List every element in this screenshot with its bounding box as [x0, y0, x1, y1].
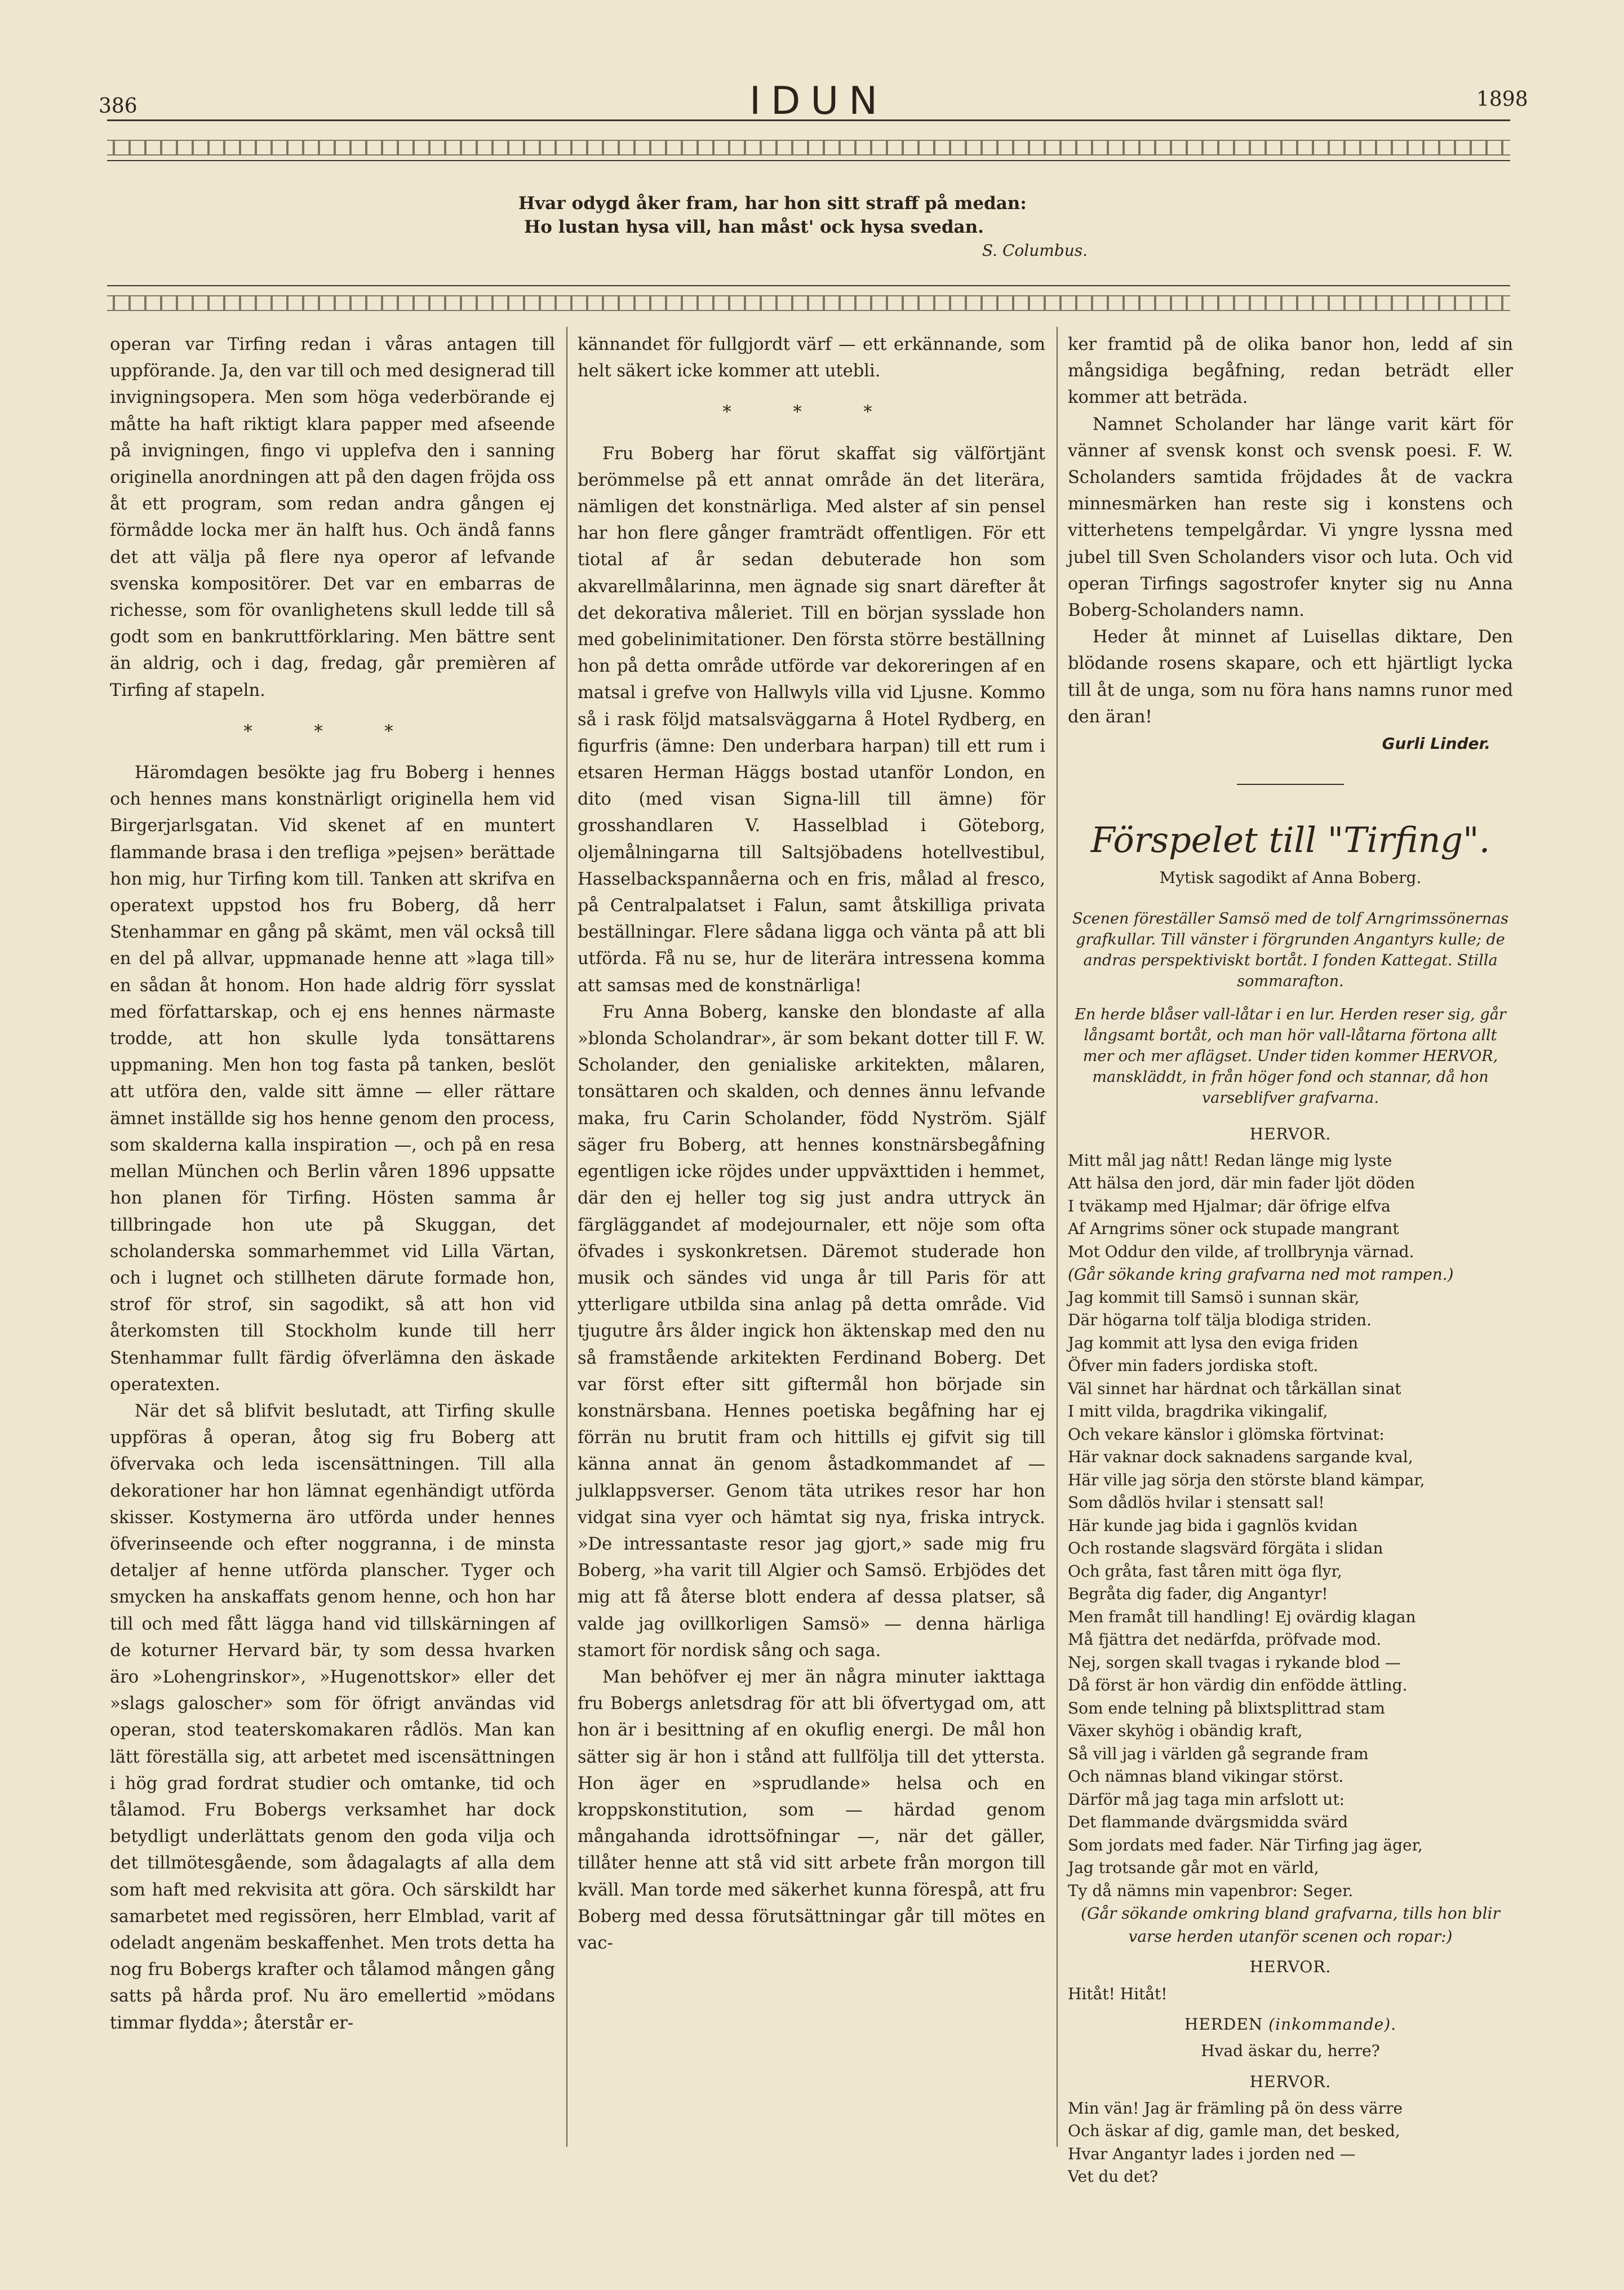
motto-line: Ho lustan hysa vill, han måst' ock hysa svedan.	[524, 217, 984, 237]
year-label: 1898	[1476, 88, 1528, 111]
speaker-name	[1068, 2011, 1513, 2038]
verse-line: Jag kommit att lysa den eviga friden	[1068, 1333, 1359, 1352]
rule-under-ornament	[107, 160, 1510, 161]
article-signature: Gurli Linder.	[1382, 734, 1490, 753]
verse-line: Som dådlös hvilar i stensatt sal!	[1068, 1493, 1325, 1512]
speaker-name: HERVOR.	[1249, 2072, 1332, 2091]
verse-line: Så vill jag i världen gå segrande fram	[1068, 1744, 1369, 1763]
verse-line: I mitt vilda, bragdrika vikingalif,	[1068, 1402, 1328, 1421]
verse-line: Må fjättra det nedärfda, pröfvade mod.	[1068, 1630, 1382, 1649]
verse-line: Min vän! Jag är främling på ön dess värre	[1068, 2098, 1403, 2118]
verse-line: Därför må jag taga min arfslott ut:	[1068, 1790, 1345, 1809]
masthead-title: IDUN	[749, 79, 888, 123]
inline-direction: (Går sökande omkring bland grafvarna, tills hon blir varse herden utanför scenen och ropar:)	[1081, 1904, 1500, 1946]
verse-line: Och vekare känslor i glömska förtvinat:	[1068, 1424, 1385, 1444]
verse-line: Men framåt till handling! Ej ovärdig klagan	[1068, 1607, 1416, 1626]
verse-line: Väl sinnet har härdnat och tårkällan sinat	[1068, 1379, 1401, 1398]
verse-line: Där högarna tolf tälja blodiga striden.	[1068, 1311, 1372, 1330]
verse-block	[1068, 2097, 1513, 2189]
ornament-border-top	[107, 140, 1510, 156]
verse-line: Hitåt! Hitåt!	[1068, 1984, 1168, 2003]
verse-line: Mitt mål jag nått! Redan länge mig lyste	[1068, 1151, 1392, 1170]
verse-line: Det flammande dvärgsmidda svärd	[1068, 1813, 1348, 1832]
verse-line: Jag kommit till Samsö i sunnan skär,	[1068, 1288, 1360, 1307]
poem-title: Förspelet till "Tirfing".	[1090, 819, 1490, 861]
verse-line: Nej, sorgen skall tvagas i rykande blod —	[1068, 1653, 1401, 1672]
verse-line: Hvar Angantyr lades i jorden ned —	[1068, 2144, 1356, 2163]
ornament-border-middle	[107, 295, 1510, 311]
speaker-name: HERVOR.	[1249, 1124, 1332, 1143]
paragraph: operan var Tirfing redan i våras antagen till uppförande. Ja, den var till och med designerad till invigningsopera. Men som höga vederbörande ej måtte ha haft riktigt klara papper med afseende på invigningen, fingo vi upplefva den i sanning originella anordningen att på den dagen fröjda oss åt ett program, som redan andra gången ej förmådde locka mer än halft hus. Och ändå fanns det att välja på flere nya operor af lefvande svenska kompositörer. Det var en embarras de richesse, som för ovanlighetens skull ledde till så godt som en bankruttförklaring. Men bättre sent än aldrig, och i dag, fredag, går premièren af Tirfing af stapeln.	[110, 335, 556, 700]
verse-line: Och rostande slagsvärd förgäta i slidan	[1068, 1539, 1383, 1558]
verse-line: Ty då nämns min vapenbror: Seger.	[1068, 1881, 1354, 1900]
verse-line: Växer skyhög i obändig kraft,	[1068, 1721, 1303, 1741]
speaker-label: HERDEN	[1184, 2015, 1263, 2034]
verse-line: Jag trotsande går mot en värld,	[1068, 1858, 1319, 1878]
section-divider	[1068, 770, 1513, 797]
verse-line: Här vaknar dock saknadens sargande kval,	[1068, 1448, 1413, 1467]
stage-direction: Scenen föreställer Samsö med de tolf Arngrimssönernas grafkullar. Till vänster i förgrunden Angantyrs kulle; de andras perspektiviskt bortåt. I fonden Kattegat. Stilla sommarafton.	[1072, 909, 1508, 990]
header-rule	[107, 119, 1510, 121]
verse-line: Begråta dig fader, dig Angantyr!	[1068, 1585, 1328, 1604]
column-2	[578, 331, 1045, 1956]
verse-line: Som ende telning på blixtsplittrad stam	[1068, 1698, 1385, 1718]
verse-line: Som jordats med fader. När Tirfing jag äger,	[1068, 1835, 1423, 1854]
paragraph: Fru Boberg har förut skaffat sig välförtjänt berömmelse på ett annat område än det literära, nämligen det konstnärliga. Med alster af sin pensel har hon flere gånger framträdt offentligen. För ett tiotal af år sedan debuterade hon som akvarellmålarinna, men ägnade sig snart därefter åt det dekorativa måleriet. Till en början sysslade hon med gobelinimitationer. Den första större beställning hon på detta område utförde var dekoreringen af en matsal i grefve von Hallwyls villa vid Ljusne. Kommo så i rask följd matsalsväggarna å Hotel Rydberg, en figurfris (ämne: Den underbara harpan) till ett rum i etsaren Herman Häggs bostad utanför London, en dito (med visan Signa-lill till ämne) för grosshandlaren V. Hasselblad i Göteborg, oljemålningarna till Saltsjöbadens hotellvestibul, Hasselbackspannåerna och en fris, målad al fresco, på Centralpalatset i Falun, samt åtskilliga privata beställningar. Flere sådana ligga och vänta på att bli utförda. Få nu se, hur de literära intressena komma att samsas med de konstnärliga!	[578, 443, 1045, 996]
paragraph: ker framtid på de olika banor hon, ledd af sin mångsidiga begåfning, redan beträdt eller kommer att beträda.	[1068, 335, 1513, 408]
paragraph: Häromdagen besökte jag fru Boberg i hennes och hennes mans konstnärligt originella hem vid Birgerjarlsgatan. Vid skenet af en muntert flammande brasa i den trefliga »pejsen» berättade hon mig, hur Tirfing kom till. Tanken att skrifva en operatext uppstod hos fru Boberg, då herr Stenhammar en gång på skämt, men väl också till en del på allvar, uppmanade henne att »laga till» en sådan åt honom. Hon hade aldrig förr sysslat med författarskap, och ej ens hennes närmaste trodde, att hon skulle lyda tonsättarens uppmaning. Men hon tog fasta på tanken, beslöt att utföra den, valde sitt ämne — eller rättare ämnet inställde sig hos henne genom den process, som skalderna kalla inspiration —, och på en resa mellan München och Berlin våren 1896 uppsatte hon planen för Tirfing. Hösten samma år tillbringade hon ute på Skuggan, det scholanderska sommarhemmet vid Lilla Värtan, och i lugnet och stillheten därute formade hon, strof för strof, sin sagodikt, så att hon vid återkomsten till Stockholm kunde till herr Stenhammar fullt färdig öfverlämna den äskade operatexten.	[110, 763, 555, 1395]
stage-direction: En herde blåser vall-låtar i en lur. Herden reser sig, går långsamt bortåt, och man hör vall-låtarna förtona allt mer och mer aflägset. Under tiden kommer HERVOR, manskläddt, in från höger fond och stannar, då hon varseblifver grafvarna.	[1075, 1005, 1506, 1107]
verse-line: Af Arngrims söner ock stupade mangrant	[1068, 1219, 1399, 1239]
motto-line: Hvar odygd åker fram, har hon sitt straff på medan:	[518, 193, 1027, 214]
motto	[518, 192, 1138, 263]
verse-block	[1068, 1150, 1513, 1949]
verse-line: Hvad äskar du, herre?	[1201, 2042, 1380, 2061]
paragraph: Namnet Scholander har länge varit kärt för vänner af svensk konst och svensk poesi. F. W. Scholanders samtida fröjdades åt de vackra minnesmärken han reste sig i konstens och vitterhetens tempelgårdar. Vi yngre lyssna med jubel till Sven Scholanders visor och luta. Och vid operan Tirfings sagostrofer knyter sig nu Anna Boberg-Scholanders namn.	[1068, 414, 1513, 621]
verse-line: Och äskar af dig, gamle man, det besked,	[1068, 2122, 1400, 2141]
section-stars: * * *	[243, 721, 421, 742]
paragraph: Fru Anna Boberg, kanske den blondaste af alla »blonda Scholandrar», är som bekant dotter till F. W. Scholander, den genialiske arkitekten, målaren, tonsättaren och skalden, och dennes ännu lefvande maka, fru Carin Scholander, född Nyström. Själf säger fru Boberg, att hennes konstnärsbegåfning egentligen icke röjdes under uppväxttiden i hemmet, där den ej heller tog sig just andra uttryck än färgläggandet af modejournaler, ett nöje som ofta öfvades i syskonkretsen. Däremot studerade hon musik och sändes vid unga år till Paris för att ytterligare utbilda sina anlag på detta område. Vid tjugutre års ålder ingick hon äktenskap med den nu så framstående arkitekten Ferdinand Boberg. Det var först efter sitt giftermål hon började sin konstnärsbana. Hennes poetiska begåfning har ej förrän nu brutit fram och hittills ej gifvit sig till känna annat än genom åstadkommandet af — julklappsverser. Genom täta utrikes resor har hon vidgat sina vyer och hämtat sig nya, friska intryck. »De intressantaste resor jag gjort,» sade mig fru Boberg, »ha varit till Algier och Samsö. Erbjödes det mig att få återse blott endera af dessa platser, så valde jag ovillkorligen Samsö» — denna härliga stamort för nordisk sång och saga.	[578, 1002, 1045, 1661]
paragraph: kännandet för fullgjordt värf — ett erkännande, som helt säkert icke kommer att utebli.	[578, 335, 1045, 381]
column-3	[1068, 331, 1513, 2189]
speaker-name: HERVOR.	[1249, 1958, 1332, 1977]
verse-line: Här kunde jag bida i gagnlös kvidan	[1068, 1516, 1358, 1535]
column-1	[110, 331, 555, 2036]
motto-author: S. Columbus.	[982, 241, 1088, 260]
paragraph: Heder åt minnet af Luisellas diktare, Den blödande rosens skapare, och ett hjärtligt lycka till åt de unga, som nu föra hans namns runor med den äran!	[1068, 627, 1513, 727]
inline-direction: (Går sökande kring grafvarna ned mot rampen.)	[1068, 1265, 1454, 1284]
column-divider	[566, 327, 567, 2147]
speaker-direction: (inkommande).	[1268, 2015, 1397, 2034]
rule-above-ornament	[107, 285, 1510, 286]
verse-line: Vet du det?	[1068, 2167, 1158, 2186]
verse-line: I tväkamp med Hjalmar; där öfrige elfva	[1068, 1196, 1391, 1215]
verse-line: Då först är hon värdig din enfödde ättling.	[1068, 1676, 1408, 1695]
verse-line: Och nämnas bland vikingar störst.	[1068, 1767, 1344, 1786]
column-divider	[1057, 327, 1058, 2147]
verse-line: Här ville jag sörja den störste bland kämpar,	[1068, 1470, 1425, 1489]
poem-subtitle: Mytisk sagodikt af Anna Boberg.	[1159, 868, 1422, 887]
verse-line: Mot Oddur den vilde, af trollbrynja värnad.	[1068, 1242, 1414, 1261]
paragraph: Man behöfver ej mer än några minuter iakttaga fru Bobergs anletsdrag för att bli öfvertygad om, att hon är i besittning af en okuflig energi. De mål hon sätter sig är hon i stånd att fullfölja till det yttersta. Hon äger en »sprudlande» helsa och en kroppskonstitution, som — härdad genom mångahanda idrottsöfningar —, när det gäller, tillåter henne att stå vid sitt arbete från morgon till kväll. Man torde med säkerhet kunna förespå, att fru Boberg med dessa förutsättningar går till mötes en vac-	[578, 1667, 1045, 1953]
section-stars: * * *	[722, 402, 900, 423]
verse-line: Att hälsa den jord, där min fader ljöt döden	[1068, 1174, 1415, 1193]
verse-line: Öfver min faders jordiska stoft.	[1068, 1356, 1319, 1375]
page-number: 386	[99, 95, 137, 118]
verse-line: Och gråta, fast tåren mitt öga flyr,	[1068, 1561, 1342, 1581]
paragraph: När det så blifvit beslutadt, att Tirfing skulle uppföras å operan, åtog sig fru Boberg att öfvervaka och leda iscensättningen. Till alla dekorationer har hon lämnat egenhändigt utförda skisser. Kostymerna äro utförda under hennes öfverinseende och efter noggranna, i de minsta detaljer af henne utförda planscher. Tyger och smycken ha anskaffats genom henne, och hon har till och med fått lägga hand vid tillskärningen af de koturner Hervard bär, ty som dessa hvarken äro »Lohengrinskor», »Hugenottskor» eller det »slags galoscher» som för öfrigt användas vid operan, stod teaterskomakaren rådlös. Man kan lätt föreställa sig, att arbetet med iscensättningen i hög grad fordrat studier och omtanke, tid och tålamod. Fru Bobergs verksamhet har dock betydligt underlättats genom den goda vilja och det tillmötesgående, som ådagalagts af alla dem som haft med rekvisita att göra. Och särskildt har samarbetet med regissören, herr Elmblad, varit af odeladt angenäm beskaffenhet. Men trots detta ha nog fru Bobergs krafter och tålamod mången gång satts på hårda prof. Nu äro emellertid »mödans timmar flydda»; återstår er-	[110, 1401, 555, 2033]
